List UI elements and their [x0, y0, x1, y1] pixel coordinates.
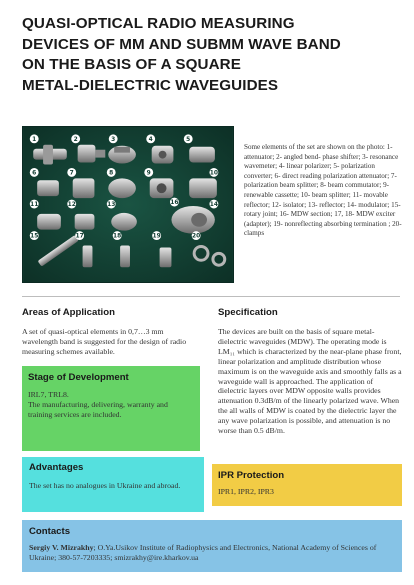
stage-text — [28, 390, 194, 420]
photo-marker-number: 7 — [69, 170, 74, 177]
device-10-splitter — [189, 178, 217, 198]
photo-marker-number: 20 — [192, 233, 201, 240]
device-set-photo — [22, 126, 234, 283]
device-13-reflector — [75, 214, 95, 230]
photo-marker-number: 2 — [73, 136, 78, 143]
stage-line-services: The manufacturing, delivering, warranty and training services are included. — [28, 399, 168, 419]
document-title — [22, 14, 402, 96]
photo-marker-number: 16 — [170, 200, 179, 207]
photo-marker-number: 15 — [30, 233, 39, 240]
device-19-termination — [160, 247, 172, 267]
photo-marker-number: 12 — [67, 201, 76, 208]
device-3-wavemeter — [108, 146, 136, 164]
photo-marker-number: 11 — [30, 201, 39, 208]
title-line: DEVICES OF MM AND SUBMM WAVE BAND — [22, 35, 341, 53]
ipr-heading: IPR Protection — [218, 470, 285, 481]
stage-line-readiness: IRL7, TRL8. — [28, 390, 69, 399]
device-8-beam-commutator — [108, 178, 136, 198]
contacts-box — [22, 520, 402, 572]
areas-heading: Areas of Application — [22, 307, 115, 318]
advantages-heading: Advantages — [29, 462, 84, 473]
title-line: METAL-DIELECTRIC WAVEGUIDES — [22, 76, 279, 94]
device-5-converter — [189, 147, 215, 163]
device-17-exciter — [83, 245, 93, 267]
photo-marker-number: 1 — [32, 136, 37, 143]
contact-details: ; O.Ya.Usikov Institute of Radiophysics and Electronics, National Academy of Sciences of Ukraine; 380-57-7203335; smizrakhy@ire.kharkov.ua — [29, 543, 377, 562]
contacts-text — [29, 543, 395, 563]
contact-name: Sergiy V. Mizrakhy — [29, 543, 94, 552]
device-9-cassette — [150, 178, 174, 198]
photo-marker-number: 4 — [148, 136, 153, 143]
device-14-modulator — [111, 213, 137, 231]
advantages-text: The set has no analogues in Ukraine and abroad. — [29, 481, 181, 490]
advantages-box — [22, 457, 204, 512]
areas-of-application — [22, 307, 200, 357]
photo-marker-number: 6 — [32, 170, 37, 177]
device-16-mdw-section — [171, 206, 214, 234]
photo-marker-number: 9 — [146, 170, 151, 177]
photo-marker-number: 18 — [113, 233, 122, 240]
section-divider — [22, 296, 400, 297]
areas-text: A set of quasi-optical elements in 0,7…3 mm wavelength band is suggested for the design of radio measuring schemes available. — [22, 327, 187, 356]
photo-marker-number: 10 — [209, 170, 219, 177]
ipr-text: IPR1, IPR2, IPR3 — [218, 487, 274, 496]
photo-marker-number: 14 — [209, 201, 219, 208]
device-12-isolator — [37, 214, 61, 230]
device-4-polarizer — [152, 146, 174, 164]
photo-marker-number: 5 — [186, 136, 191, 143]
ipr-protection-box — [212, 464, 402, 506]
specification-text: The devices are built on the basis of square metal-dielectric waveguides (MDW). The operating mode is LM₁₁ which is characterized by the near-plane phase front, linear polarization and amplitude distribution whose maximum is on the waveguide axis and smoothly falls as a waveguide wall is approached. The application of dielectric layers over MDW opposite walls provides attenuation 0.3dB/m of the linearly polarized wave. When the all walls of MDW is coated by the dielectric layer the any wave polarization is possible, and attenuation is no worse than 0.5 dB/m. — [218, 327, 402, 436]
photo-marker-number: 17 — [75, 233, 84, 240]
specification-heading: Specification — [218, 307, 278, 318]
title-line: QUASI-OPTICAL RADIO MEASURING — [22, 15, 295, 32]
photo-caption: Some elements of the set are shown on the photo: 1- attenuator; 2- angled bend- phase shifter; 3- resonance wavemeter; 4- linear polarizer; 5- polarization converter; 6- direct reading polarization attenuator; 7- polarization beam splitter; 8- beam commutator; 9- renewable cassette; 10- beam splitter; 11- movable reflector; 12- isolator; 13- reflector; 14- modulator; 15- rotary joint; 16- MDW section; 17, 18- MDW exciter (adapter); 19- nonreflecting absorbing termination ; 20- clamps — [244, 143, 402, 238]
device-18-exciter — [120, 245, 130, 267]
photo-marker-number: 19 — [152, 233, 161, 240]
specification — [218, 307, 402, 436]
stage-of-development-box — [22, 366, 200, 451]
photo-marker-number: 13 — [107, 201, 116, 208]
contacts-heading: Contacts — [29, 526, 71, 537]
photo-marker-number: 3 — [111, 136, 116, 143]
photo-marker-number: 8 — [109, 170, 114, 177]
device-6-polarization-attenuator — [37, 180, 59, 196]
stage-heading: Stage of Development — [28, 372, 129, 383]
device-7-beam-splitter — [73, 178, 95, 198]
title-line: ON THE BASIS OF A SQUARE — [22, 56, 241, 73]
